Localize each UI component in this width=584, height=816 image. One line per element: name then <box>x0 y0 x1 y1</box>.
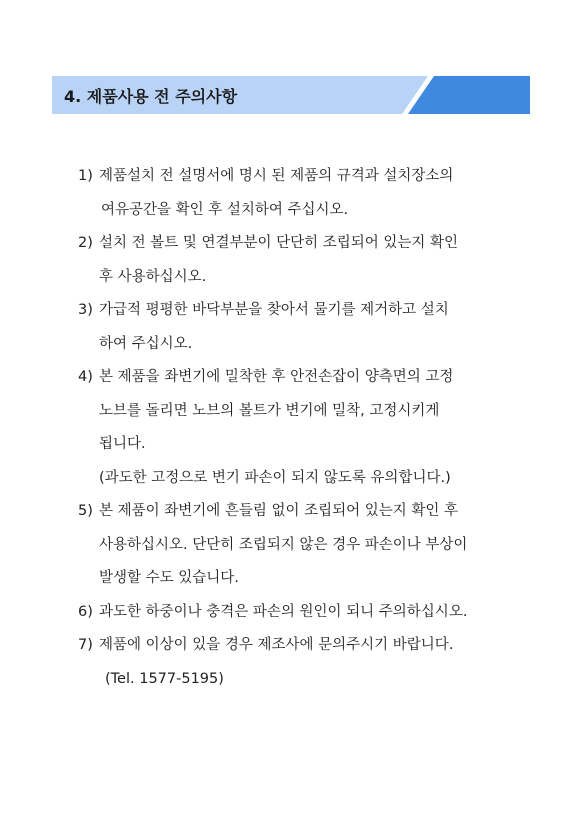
notice-item-3 <box>78 294 518 361</box>
item-text-line: 본 제품이 좌변기에 흔들림 없이 조립되어 있는지 확인 후 <box>99 503 459 519</box>
notice-item-6 <box>78 596 518 630</box>
item-text-line: 본 제품을 좌변기에 밀착한 후 안전손잡이 양측면의 고정 <box>99 369 454 385</box>
item-number: 3) <box>78 302 93 318</box>
item-text-line: 후 사용하십시오. <box>99 268 207 285</box>
item-text-line: 사용하십시오. 단단히 조립되지 않은 경우 파손이나 부상이 <box>99 536 468 553</box>
section-title: 4. 제품사용 전 주의사항 <box>64 87 238 106</box>
item-text-line: 하여 주십시오. <box>99 335 193 352</box>
notice-item-1 <box>78 160 518 227</box>
notice-item-5 <box>78 495 518 596</box>
item-number: 7) <box>78 637 93 653</box>
item-text-line: 발생할 수도 있습니다. <box>99 570 239 586</box>
item-text-line: 과도한 하중이나 충격은 파손의 원인이 되니 주의하십시오. <box>99 603 468 620</box>
item-text-line: 노브를 돌리면 노브의 볼트가 변기에 밀착, 고정시키게 <box>99 402 440 419</box>
notice-item-2 <box>78 227 518 294</box>
item-text-line: 제품설치 전 설명서에 명시 된 제품의 규격과 설치장소의 <box>99 168 454 184</box>
notice-item-7 <box>78 629 518 696</box>
item-text-line: 설치 전 볼트 및 연결부분이 단단히 조립되어 있는지 확인 <box>99 235 459 251</box>
item-text-line: 가급적 평평한 바닥부분을 찾아서 물기를 제거하고 설치 <box>99 302 449 318</box>
item-number: 5) <box>78 503 93 519</box>
section-header <box>52 76 530 114</box>
contact-phone: (Tel. 1577-5195) <box>105 670 224 687</box>
item-number: 2) <box>78 235 93 251</box>
item-number: 6) <box>78 603 93 620</box>
item-text-line: 여유공간을 확인 후 설치하여 주십시오. <box>101 201 349 218</box>
item-text-line: 됩니다. <box>99 436 146 452</box>
item-text-line: 제품에 이상이 있을 경우 제조사에 문의주시기 바랍니다. <box>99 637 454 653</box>
item-number: 1) <box>78 168 93 184</box>
notice-list <box>78 160 518 696</box>
item-note-line: (과도한 고정으로 변기 파손이 되지 않도록 유의합니다.) <box>99 469 451 486</box>
item-number: 4) <box>78 369 93 385</box>
notice-item-4 <box>78 361 518 495</box>
